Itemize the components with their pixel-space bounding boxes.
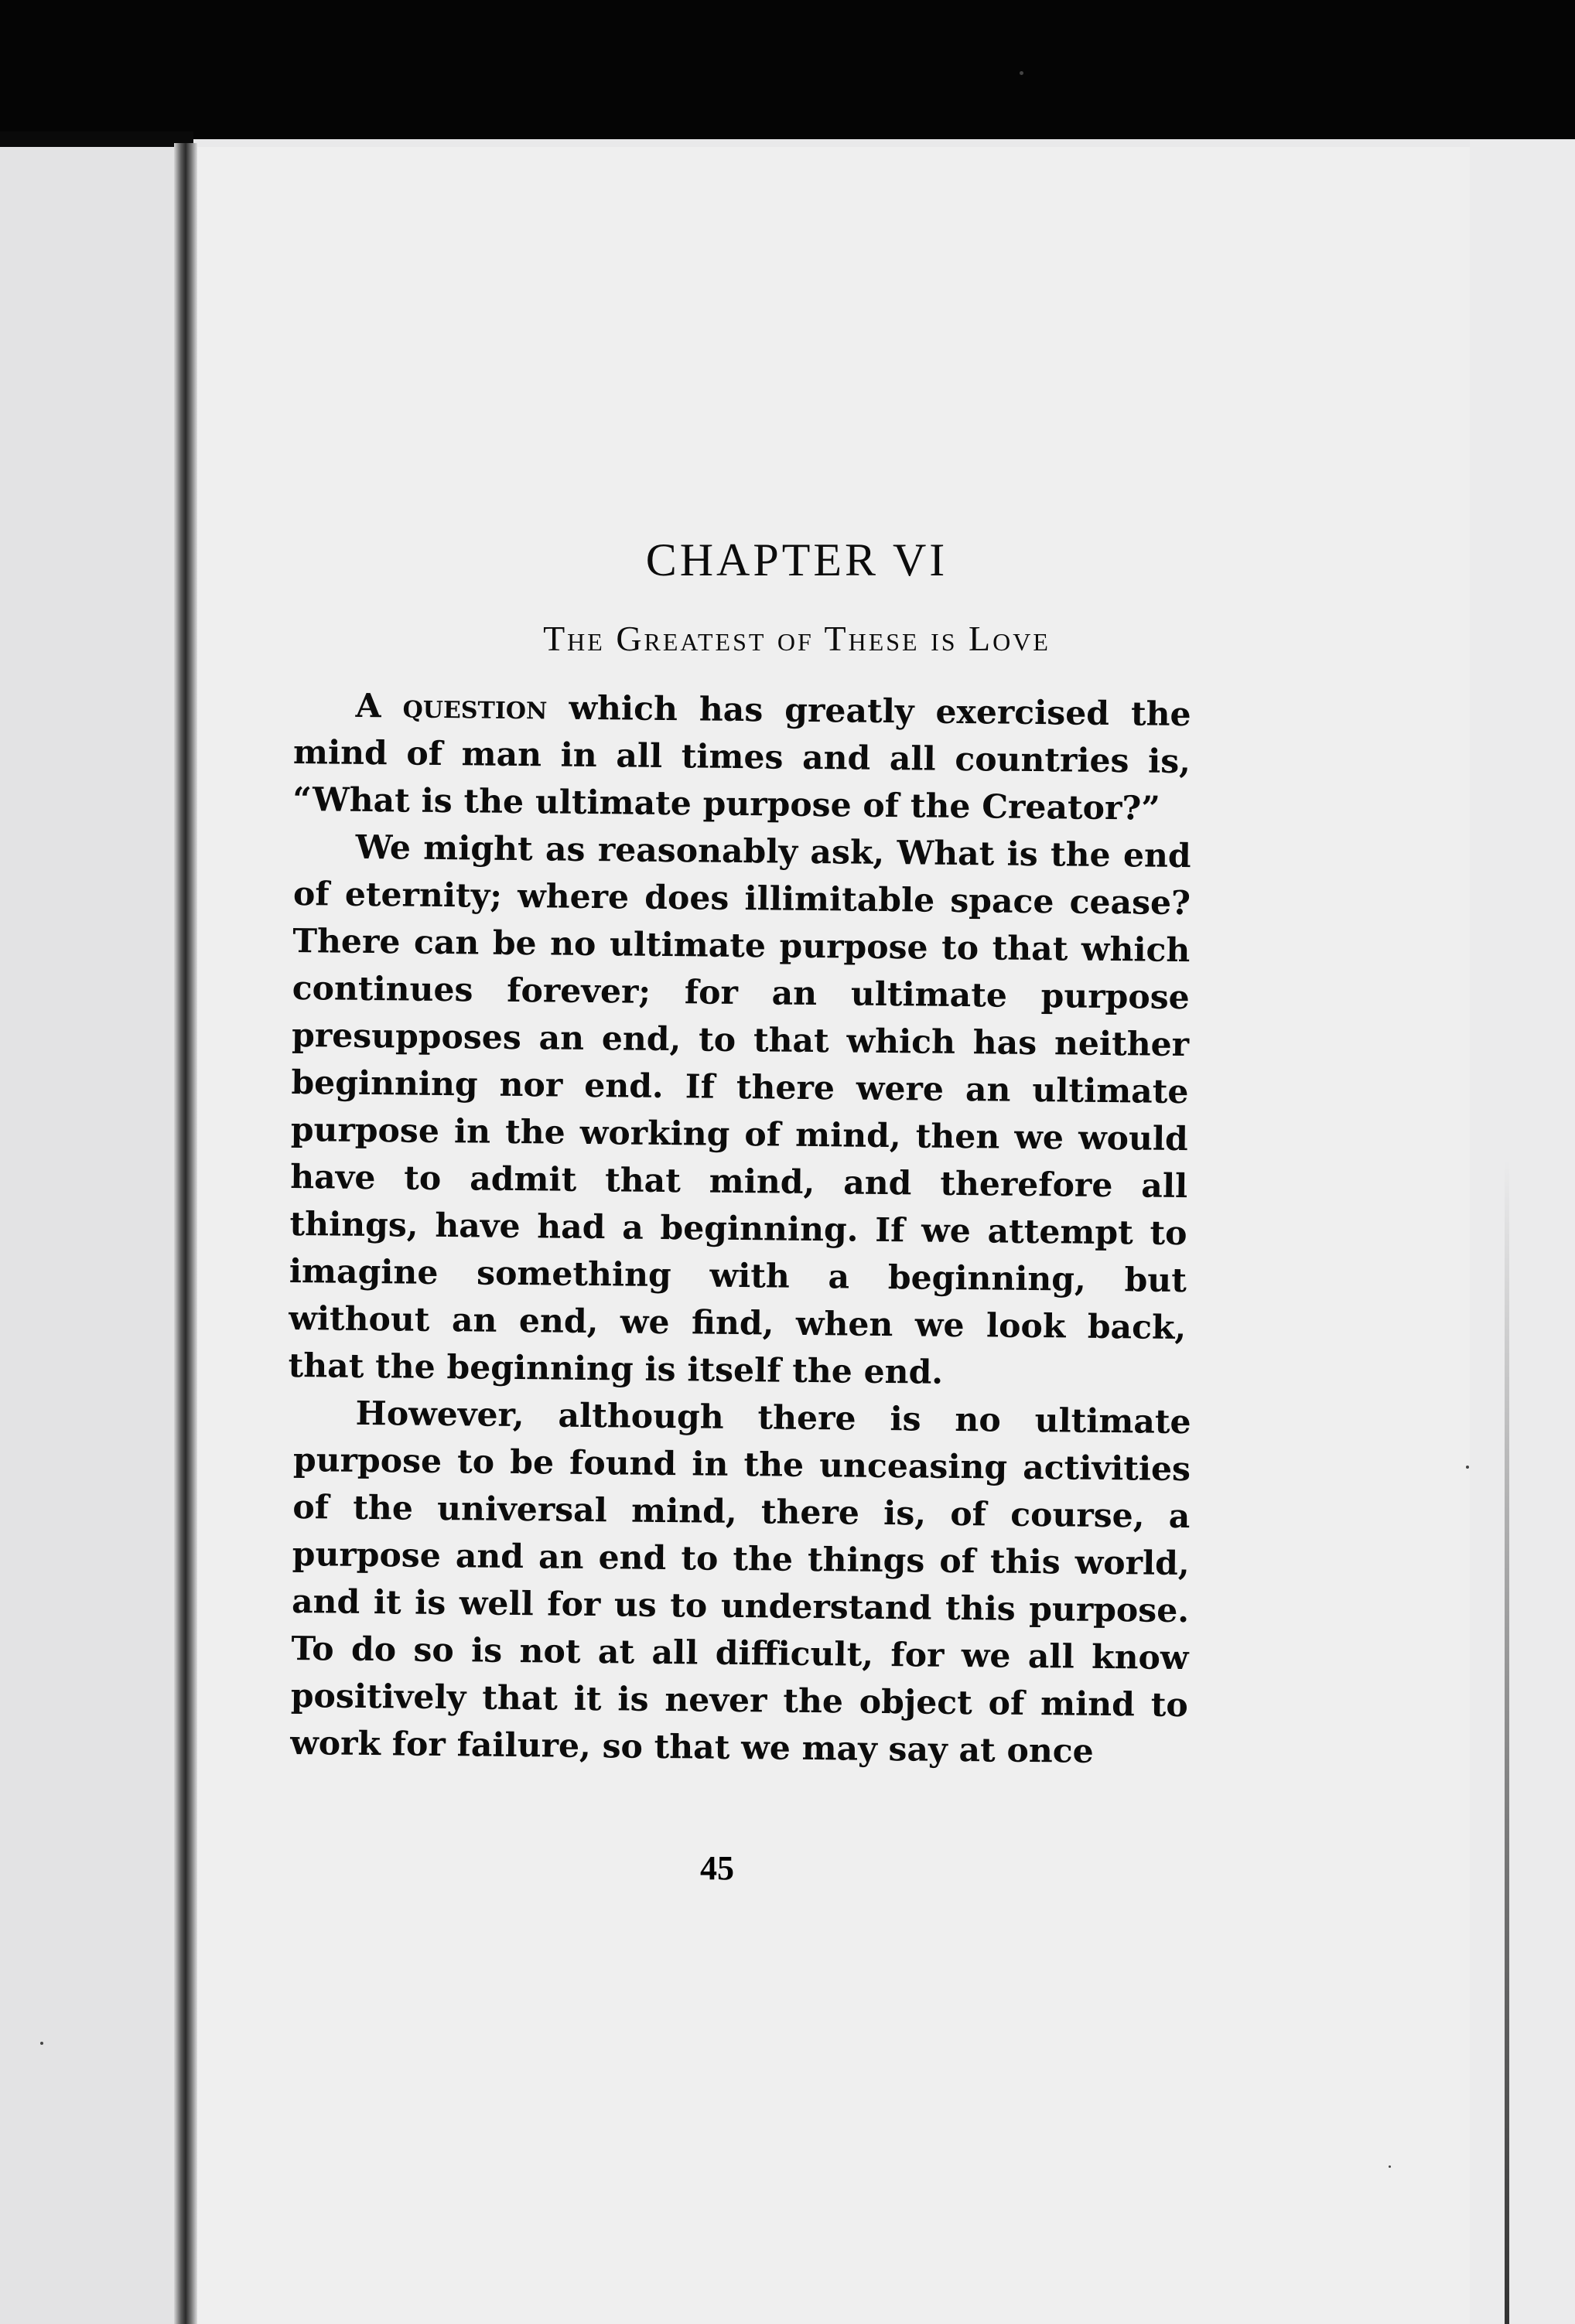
scan-speck [1389,2165,1391,2168]
left-facing-page [0,138,182,2324]
paragraph-text: We might as reasonably ask, What is the end of eternity; where does illimitable space cease? There can be no ultimate purpose to that which continues forever; for an ultimate purpose presupposes an end, to that which has neither beginning nor end. If there were an ultimate purpose in the working of mind, then we would have to admit that mind, and therefore all things, have had a beginning. If we attempt to imagine something with a beginning, but without an end, we find, when we look back, that the beginning is itself the end. [288,828,1191,1392]
paragraph-3 [290,1390,1191,1776]
paragraph-text: However, although there is no ultimate purpose to be found in the unceasing activities of the universal mind, there is, of course, a purpose and an end to the things of this world, and it is well for us to understand this purpose. To do so is not at all difficult, for we all know positively that it is never the object of mind to work for failure, so that we may say at once [289,1394,1191,1771]
page-text-block [288,534,1191,1771]
scan-speck [40,2042,43,2045]
chapter-subtitle: The Greatest of These is Love [543,619,1051,658]
paragraph-lead: A question [355,686,548,728]
paragraph-2 [288,824,1191,1399]
scan-speck [1020,71,1023,75]
scan-top-border [0,0,1575,139]
paragraph-1 [292,682,1191,833]
scan-top-border-shadow [0,131,193,147]
chapter-title: CHAPTER VI [645,534,948,585]
book-gutter [174,143,197,2324]
right-page-edge [1505,1160,1509,2324]
scan-speck [1466,1466,1469,1469]
page-number: 45 [700,1849,734,1887]
paragraph-text: which has greatly exercised the mind of man in all times and all countries is, “What is the ultimate purpose of the Creator?” [292,688,1191,828]
right-margin [1470,139,1575,2324]
